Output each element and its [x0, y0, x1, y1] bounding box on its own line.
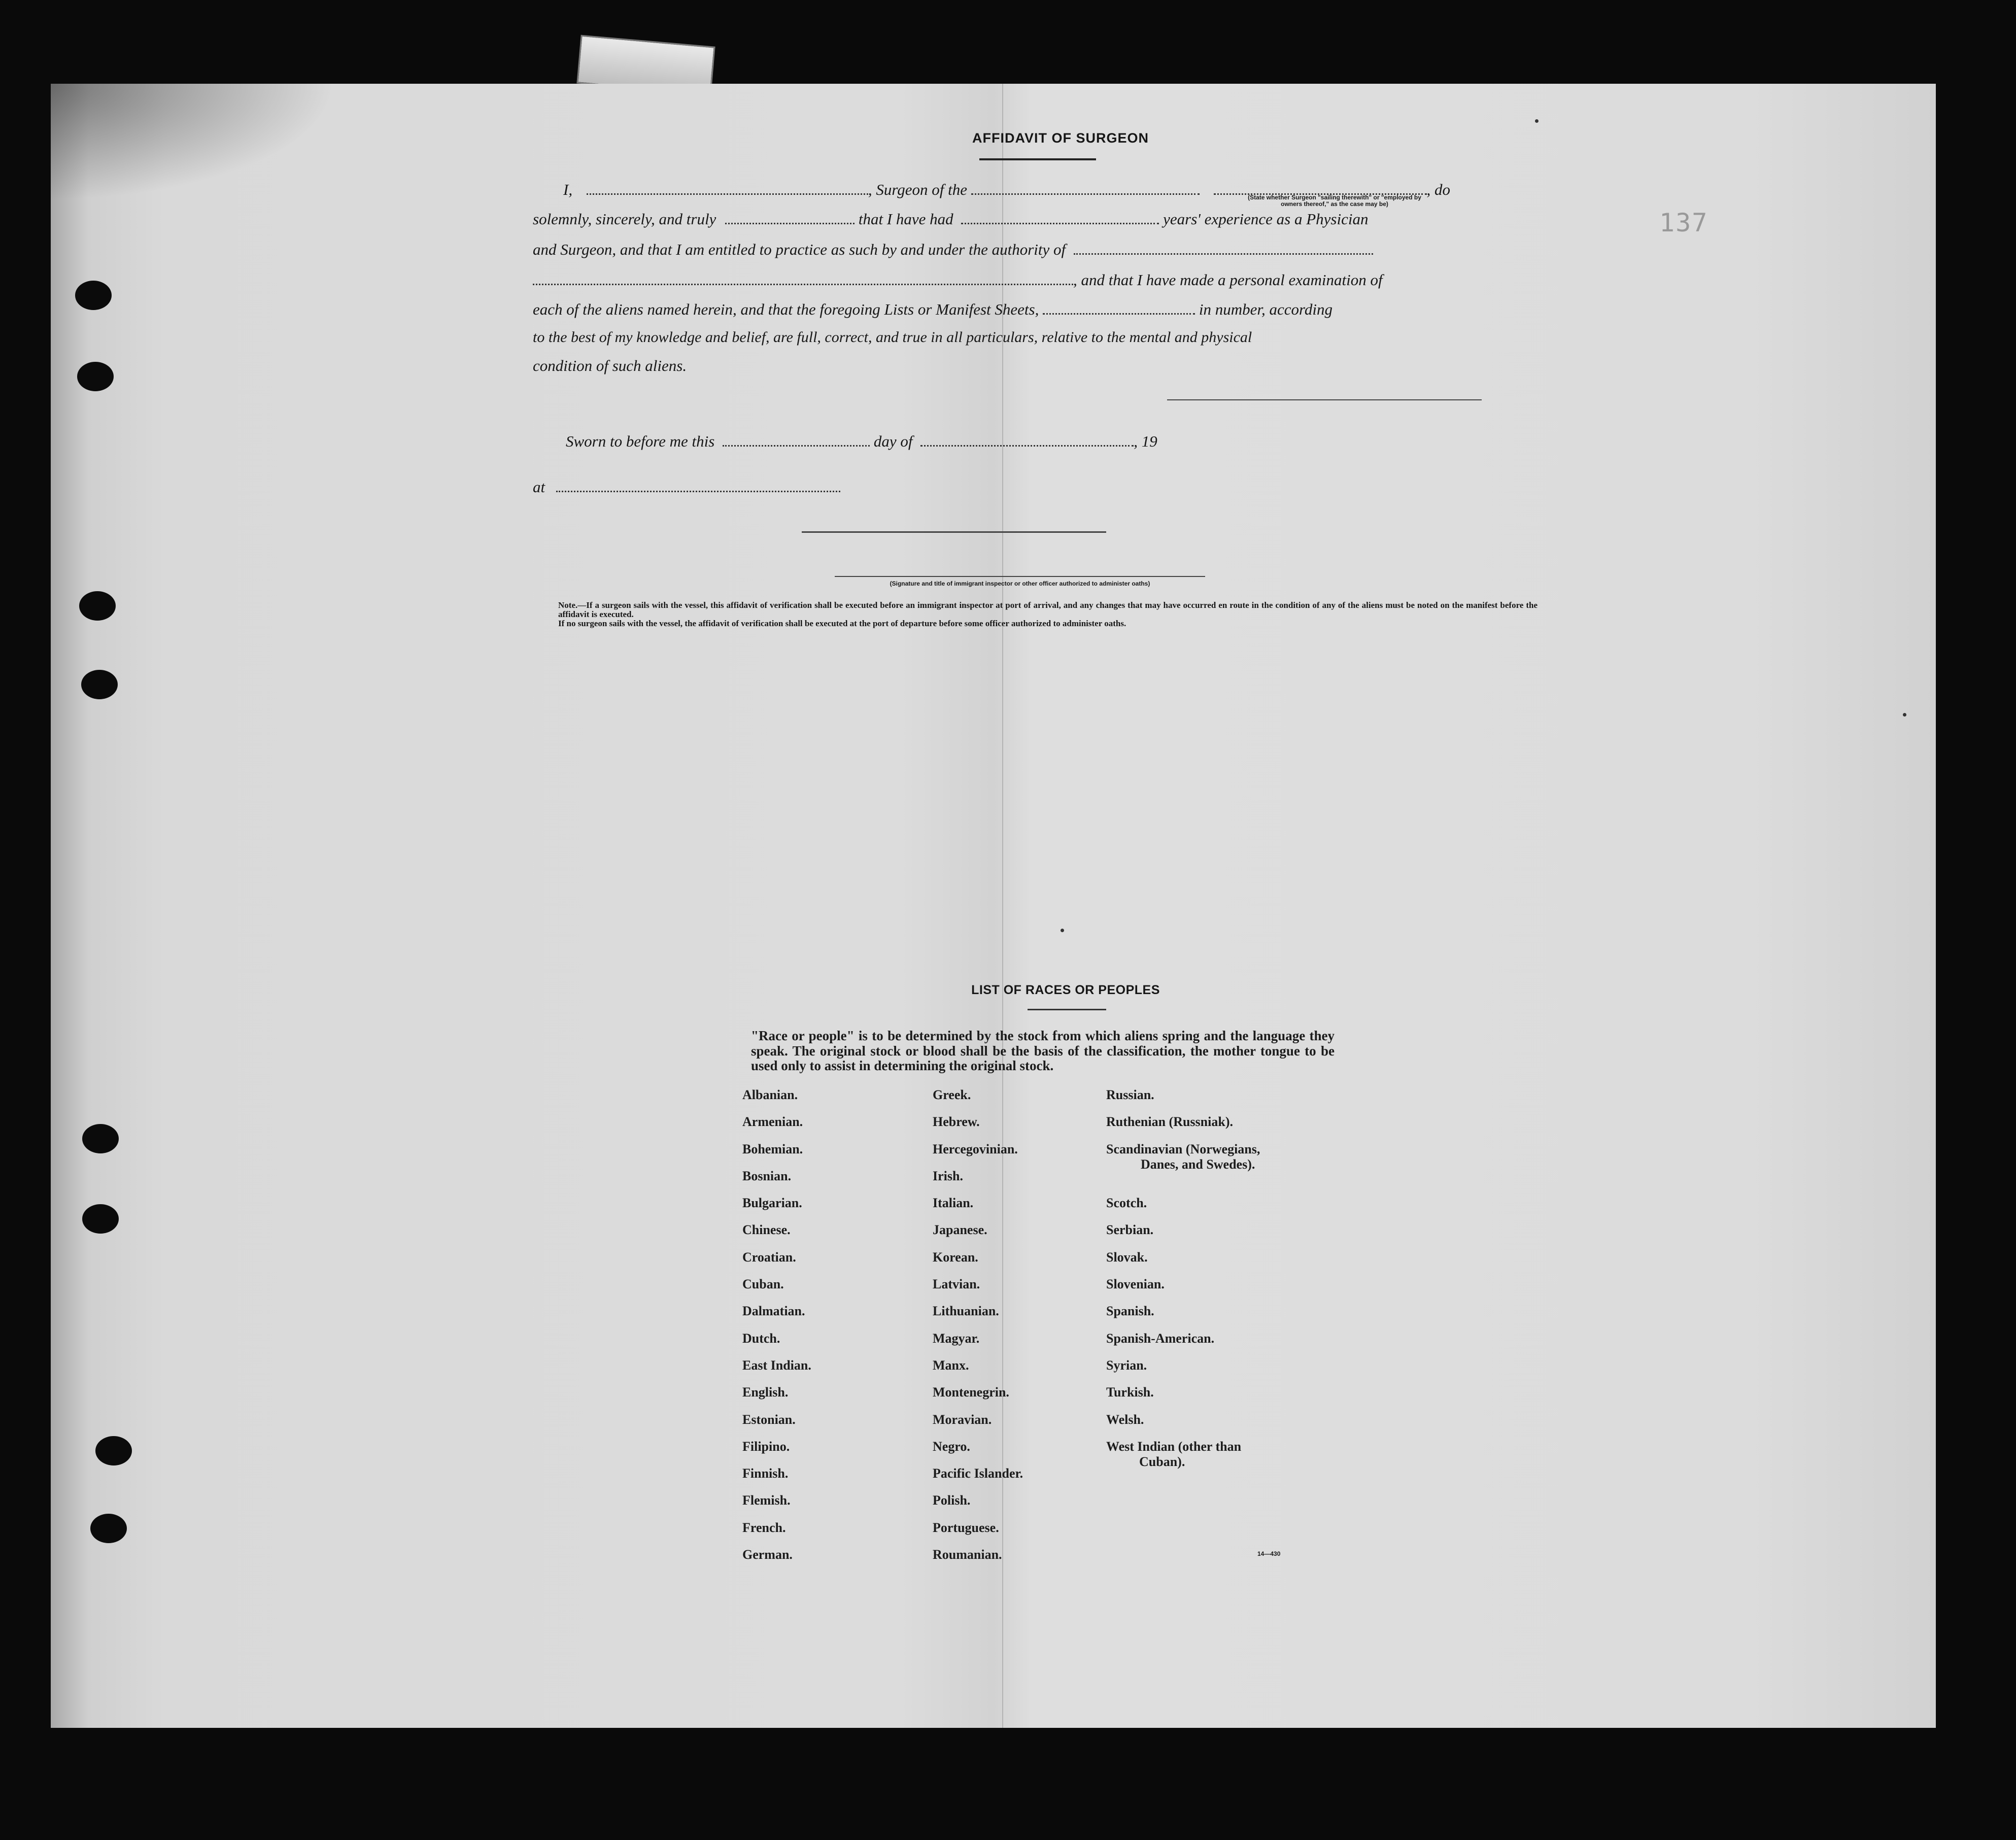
- affidavit-title: AFFIDAVIT OF SURGEON: [972, 130, 1149, 146]
- surgeon-status-field[interactable]: [1214, 181, 1427, 195]
- affidavit-text: condition of such aliens.: [533, 357, 687, 374]
- note-paragraph: If no surgeon sails with the vessel, the affidavit of verification shall be executed at the port of departure before some officer authorized to administer oaths.: [558, 619, 1126, 629]
- affidavit-line-6: [533, 330, 1537, 345]
- sworn-month-field[interactable]: [920, 433, 1134, 447]
- race-item: Turkish.: [1106, 1385, 1154, 1400]
- race-item: Polish.: [933, 1493, 971, 1508]
- race-item: Magyar.: [933, 1331, 980, 1346]
- sheets-count-field[interactable]: [1043, 301, 1195, 315]
- affidavit-text: Sworn to before me this: [566, 432, 715, 450]
- affidavit-line-4: [533, 271, 1537, 288]
- surgeon-signature-line[interactable]: [1167, 399, 1482, 400]
- affidavit-text: , Surgeon of the: [868, 181, 967, 198]
- race-item: [1106, 1439, 1260, 1493]
- binder-hole: [82, 1124, 119, 1153]
- race-item: Scotch.: [1106, 1196, 1147, 1211]
- race-item: Irish.: [933, 1168, 963, 1183]
- vessel-field[interactable]: [971, 181, 1200, 195]
- speck: [1535, 119, 1539, 123]
- race-item-text: Scandinavian (Norwegians,: [1106, 1141, 1260, 1156]
- inspector-signature-line[interactable]: [835, 576, 1205, 577]
- race-item: East Indian.: [742, 1357, 811, 1373]
- race-item: Bulgarian.: [742, 1196, 802, 1211]
- note-text: (State whether Surgeon "sailing therewith" or "employed by: [1248, 194, 1421, 201]
- races-column-1: [742, 1087, 811, 1574]
- race-item-text: Cuban).: [1139, 1454, 1185, 1469]
- affidavit-line-5: [533, 301, 1537, 317]
- race-item: Estonian.: [742, 1412, 796, 1427]
- affidavit-text: and Surgeon, and that I am entitled to practice as such by and under the authority of: [533, 241, 1066, 258]
- race-item: Latvian.: [933, 1277, 980, 1292]
- binder-hole: [75, 281, 112, 310]
- race-item: English.: [742, 1385, 789, 1400]
- race-item: Bosnian.: [742, 1168, 792, 1183]
- surgeon-status-note: [1233, 194, 1436, 208]
- race-item: Dalmatian.: [742, 1304, 805, 1319]
- binder-hole: [95, 1436, 132, 1466]
- speck: [1061, 929, 1064, 932]
- form-number: 14—430: [1257, 1550, 1281, 1557]
- race-item: [1106, 1142, 1260, 1196]
- binder-hole: [82, 1204, 119, 1234]
- race-item: Spanish.: [1106, 1304, 1154, 1319]
- race-item: Cuban.: [742, 1277, 784, 1292]
- at-line: [533, 479, 1537, 495]
- note-paragraph: Note.—If a surgeon sails with the vessel, this affidavit of verification shall be executed before an immigrant inspector at port of arrival, and any changes that may have occurred en route in the condition of any of the aliens must be noted on the manifest before the affidavit is executed.: [558, 600, 1537, 620]
- affidavit-text: , 19: [1134, 432, 1157, 450]
- race-item: Serbian.: [1106, 1222, 1154, 1238]
- race-item: Croatian.: [742, 1249, 796, 1265]
- race-item: Russian.: [1106, 1087, 1154, 1102]
- title-underline: [979, 158, 1096, 160]
- race-item: Finnish.: [742, 1466, 789, 1481]
- document-page: [51, 84, 1936, 1728]
- signature-caption: (Signature and title of immigrant inspector or other officer authorized to administer oaths): [890, 580, 1150, 587]
- race-item: Armenian.: [742, 1114, 803, 1130]
- race-item-text: Danes, and Swedes).: [1141, 1156, 1255, 1172]
- race-item: Dutch.: [742, 1331, 780, 1346]
- race-item: Korean.: [933, 1249, 978, 1265]
- stamped-page-number: 137: [1659, 208, 1709, 237]
- race-item: Lithuanian.: [933, 1304, 999, 1319]
- races-title-underline: [1028, 1009, 1106, 1010]
- races-column-2: [933, 1087, 1023, 1574]
- race-item: Flemish.: [742, 1493, 791, 1508]
- affidavit-text: each of the aliens named herein, and that the foregoing Lists or Manifest Sheets,: [533, 300, 1039, 318]
- race-item: Spanish-American.: [1106, 1331, 1215, 1346]
- race-item: Manx.: [933, 1357, 969, 1373]
- affidavit-text: at: [533, 478, 545, 496]
- sworn-line: [533, 433, 1537, 449]
- sworn-day-field[interactable]: [723, 433, 870, 447]
- affidavit-line-3: [533, 241, 1537, 257]
- speck: [1903, 713, 1906, 717]
- race-item: Chinese.: [742, 1222, 791, 1238]
- races-intro: [726, 1029, 1335, 1074]
- race-item: German.: [742, 1547, 793, 1562]
- race-item: Slovenian.: [1106, 1277, 1165, 1292]
- affidavit-note: [533, 601, 1537, 629]
- place-field[interactable]: [556, 479, 840, 492]
- authority-field-continued[interactable]: [533, 271, 1073, 285]
- affidavit-text: day of: [873, 432, 913, 450]
- race-item: Italian.: [933, 1196, 974, 1211]
- affidavit-text: to the best of my knowledge and belief, are full, correct, and true in all particulars, relative to the mental and physical: [533, 329, 1252, 346]
- race-item: Pacific Islander.: [933, 1466, 1023, 1481]
- race-item: Japanese.: [933, 1222, 987, 1238]
- races-title: LIST OF RACES OR PEOPLES: [971, 983, 1160, 997]
- binder-hole: [77, 362, 114, 391]
- official-title-line[interactable]: [802, 531, 1106, 533]
- binder-hole: [90, 1514, 127, 1543]
- binder-hole: [81, 670, 118, 699]
- affidavit-text: , do: [1426, 181, 1450, 198]
- race-item: Greek.: [933, 1087, 971, 1102]
- oath-field[interactable]: [725, 211, 855, 224]
- race-item-text: West Indian (other than: [1106, 1439, 1242, 1454]
- affidavit-line-2: [533, 211, 1537, 227]
- race-item: Negro.: [933, 1439, 970, 1454]
- affidavit-line-7: [533, 358, 1537, 373]
- races-column-3: [1106, 1087, 1260, 1493]
- race-item: Bohemian.: [742, 1141, 803, 1156]
- race-item: Albanian.: [742, 1087, 798, 1102]
- affidavit-text: years' experience as a Physician: [1163, 210, 1369, 228]
- race-item: Montenegrin.: [933, 1385, 1009, 1400]
- race-item: Hebrew.: [933, 1114, 980, 1130]
- authority-field[interactable]: [1074, 241, 1373, 255]
- binder-hole: [79, 591, 116, 621]
- race-item: Moravian.: [933, 1412, 992, 1427]
- race-item: Syrian.: [1106, 1357, 1147, 1373]
- surgeon-name-field[interactable]: [587, 181, 868, 195]
- race-item: French.: [742, 1520, 786, 1535]
- affidavit-text: that I have had: [858, 210, 953, 228]
- affidavit-text: solemnly, sincerely, and truly: [533, 210, 716, 228]
- intro-text: "Race or people" is to be determined by the stock from which aliens spring and the language they speak. The original stock or blood shall be the basis of the classification, the mother tongue to be used only to assist in determining the original stock.: [751, 1028, 1335, 1074]
- experience-field[interactable]: [961, 211, 1159, 224]
- corner-shadow: [51, 84, 335, 200]
- affidavit-text: in number, according: [1199, 300, 1333, 318]
- race-item: Filipino.: [742, 1439, 790, 1454]
- race-item: Hercegovinian.: [933, 1141, 1018, 1156]
- race-item: Welsh.: [1106, 1412, 1144, 1427]
- race-item: Slovak.: [1106, 1249, 1148, 1265]
- race-item: Ruthenian (Russniak).: [1106, 1114, 1233, 1130]
- race-item: Roumanian.: [933, 1547, 1002, 1562]
- note-text: owners thereof," as the case may be): [1281, 200, 1388, 208]
- affidavit-text: , and that I have made a personal examination of: [1073, 271, 1383, 289]
- affidavit-text: I,: [563, 181, 573, 198]
- race-item: Portuguese.: [933, 1520, 999, 1535]
